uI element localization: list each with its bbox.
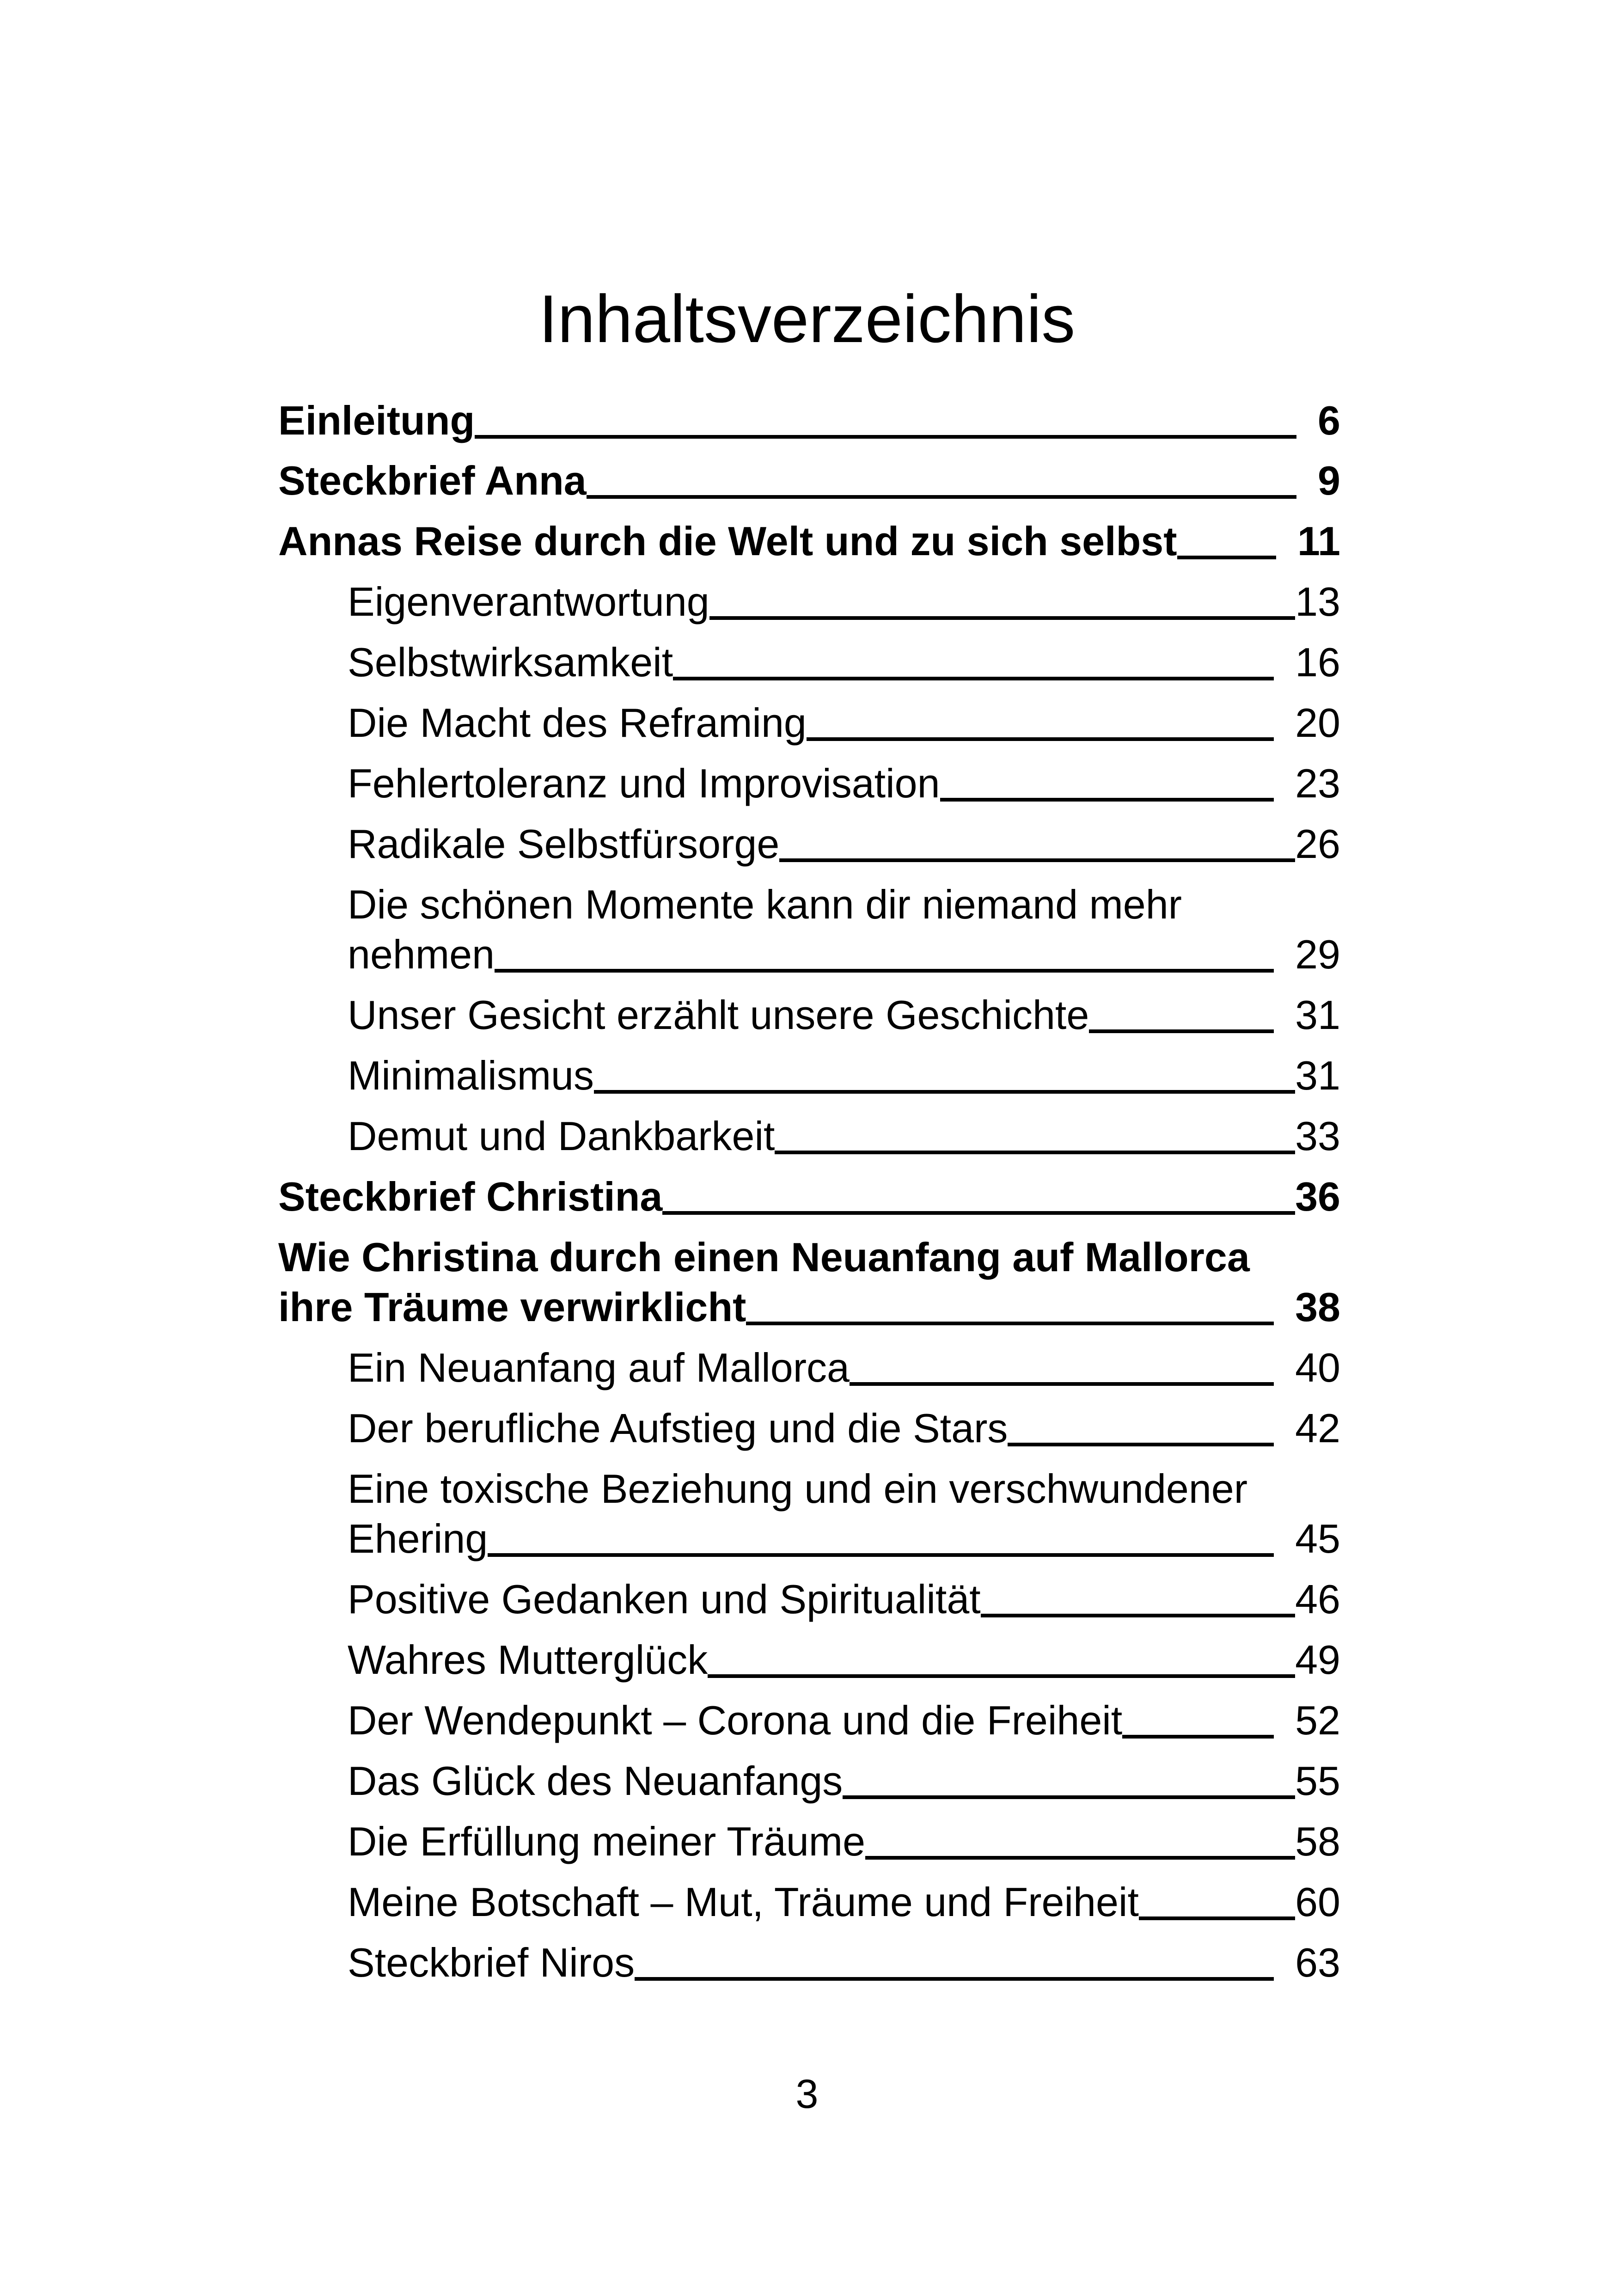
toc-entry-label: Ein Neuanfang auf Mallorca	[348, 1345, 850, 1390]
toc-entry-label: Meine Botschaft – Mut, Träume und Freiheit	[348, 1879, 1139, 1925]
toc-leader	[807, 737, 1274, 741]
toc-entry[interactable]	[348, 758, 1340, 809]
toc-entry[interactable]	[348, 1513, 1340, 1564]
toc-leader	[488, 1553, 1274, 1557]
toc-entry-page: 63	[1295, 1940, 1340, 1985]
page-title: Inhaltsverzeichnis	[538, 281, 1076, 356]
toc-entry-page: 11	[1297, 518, 1340, 564]
toc-entry-label-line1[interactable]: Wie Christina durch einen Neuanfang auf Mallorca	[278, 1234, 1250, 1280]
toc-entry[interactable]	[278, 455, 1340, 506]
toc-entry-label: Ehering	[348, 1516, 488, 1561]
toc-entry-page: 13	[1295, 579, 1340, 625]
toc-entry-label: Eigenverantwortung	[348, 579, 709, 625]
toc-entry-page: 40	[1295, 1345, 1340, 1390]
toc-entry-label: Unser Gesicht erzählt unsere Geschichte	[348, 992, 1089, 1038]
toc-entry[interactable]	[348, 819, 1340, 869]
toc-entry[interactable]	[348, 576, 1340, 627]
toc-entry-label: ihre Träume verwirklicht	[278, 1284, 746, 1330]
toc-entry-page: 16	[1295, 639, 1340, 685]
toc-leader	[1139, 1916, 1295, 1920]
toc-entry-page: 23	[1295, 760, 1340, 806]
toc-entry-label: Einleitung	[278, 398, 475, 443]
toc-entry-label: Positive Gedanken und Spiritualität	[348, 1576, 981, 1622]
toc-leader	[865, 1856, 1295, 1860]
toc-entry-page: 46	[1295, 1576, 1340, 1622]
toc-leader	[709, 616, 1295, 620]
toc-leader	[708, 1674, 1295, 1678]
toc-entry-page: 20	[1295, 700, 1340, 746]
toc-entry-label: Das Glück des Neuanfangs	[348, 1758, 843, 1804]
toc-entry-label-line1[interactable]: Die schönen Momente kann dir niemand mehr	[348, 882, 1182, 927]
toc-leader	[1089, 1029, 1274, 1033]
toc-entry[interactable]	[278, 1171, 1340, 1222]
toc-entry-label: Wahres Mutterglück	[348, 1637, 708, 1683]
toc-entry-page: 60	[1295, 1879, 1340, 1925]
toc-entry-page: 52	[1295, 1697, 1340, 1743]
toc-leader	[587, 495, 1296, 499]
toc-leader	[475, 435, 1296, 439]
toc-leader	[594, 1090, 1295, 1094]
toc-entry-page: 36	[1295, 1174, 1340, 1219]
toc-leader	[843, 1795, 1295, 1799]
toc-entry[interactable]	[348, 990, 1340, 1041]
toc-entry[interactable]	[348, 1695, 1340, 1746]
toc-leader	[746, 1322, 1274, 1325]
toc-entry[interactable]	[348, 1756, 1340, 1806]
toc-entry[interactable]	[278, 516, 1340, 567]
toc-entry[interactable]	[348, 1937, 1340, 1988]
toc-entry[interactable]	[348, 1111, 1340, 1162]
toc-leader	[635, 1977, 1274, 1981]
toc-entry-label: Annas Reise durch die Welt und zu sich selbst	[278, 518, 1177, 564]
toc-leader	[981, 1614, 1295, 1617]
toc-entry[interactable]	[348, 1877, 1340, 1928]
toc-entry[interactable]	[348, 1050, 1340, 1101]
toc-entry-label: Der Wendepunkt – Corona und die Freiheit	[348, 1697, 1123, 1743]
toc-entry-page: 26	[1295, 821, 1340, 867]
toc-entry-page: 42	[1295, 1405, 1340, 1451]
toc-entry[interactable]	[348, 1816, 1340, 1867]
toc-entry-label: Die Macht des Reframing	[348, 700, 807, 746]
toc-entry[interactable]	[348, 1574, 1340, 1625]
toc-entry-page: 31	[1295, 1053, 1340, 1098]
toc-entry-label: nehmen	[348, 931, 495, 977]
toc-entry-page: 31	[1295, 992, 1340, 1038]
toc-entry-label: Steckbrief Niros	[348, 1940, 635, 1985]
page-number: 3	[795, 2071, 819, 2117]
toc-entry-page: 9	[1318, 458, 1340, 503]
toc-entry-label: Selbstwirksamkeit	[348, 639, 673, 685]
toc-entry-label: Steckbrief Christina	[278, 1174, 663, 1219]
toc-leader	[495, 969, 1274, 973]
toc-leader	[673, 677, 1274, 680]
toc-entry-label: Fehlertoleranz und Improvisation	[348, 760, 940, 806]
toc-entry[interactable]	[348, 637, 1340, 688]
toc-leader	[1122, 1735, 1274, 1739]
toc-entry[interactable]	[348, 698, 1340, 748]
toc-entry-page: 29	[1295, 931, 1340, 977]
toc-entry-page: 45	[1295, 1516, 1340, 1561]
toc-entry-page: 58	[1295, 1818, 1340, 1864]
toc-entry-label: Demut und Dankbarkeit	[348, 1113, 775, 1159]
toc-entry[interactable]	[278, 1282, 1340, 1333]
toc-entry-page: 55	[1295, 1758, 1340, 1804]
toc-leader	[662, 1211, 1295, 1215]
toc-entry[interactable]	[348, 1342, 1340, 1393]
toc-entry-label-line1[interactable]: Eine toxische Beziehung und ein verschwundener	[348, 1466, 1248, 1512]
toc-entry-page: 49	[1295, 1637, 1340, 1683]
toc-entry[interactable]	[278, 395, 1340, 446]
toc-entry[interactable]	[348, 1635, 1340, 1685]
toc-leader	[775, 1151, 1295, 1154]
toc-leader	[1008, 1443, 1274, 1446]
toc-entry[interactable]	[348, 1403, 1340, 1454]
toc-leader	[940, 798, 1274, 802]
toc-entry-page: 38	[1295, 1284, 1340, 1330]
toc-entry-label: Die Erfüllung meiner Träume	[348, 1818, 866, 1864]
toc-entry-label: Minimalismus	[348, 1053, 594, 1098]
toc-entry-label: Steckbrief Anna	[278, 458, 587, 503]
toc-leader	[1177, 556, 1276, 559]
toc-leader	[850, 1382, 1274, 1386]
toc-entry-label: Der berufliche Aufstieg und die Stars	[348, 1405, 1008, 1451]
toc-entry-page: 33	[1295, 1113, 1340, 1159]
toc-leader	[779, 858, 1295, 862]
toc-entry-page: 6	[1318, 398, 1340, 443]
toc-entry[interactable]	[348, 929, 1340, 980]
toc-entry-label: Radikale Selbstfürsorge	[348, 821, 780, 867]
